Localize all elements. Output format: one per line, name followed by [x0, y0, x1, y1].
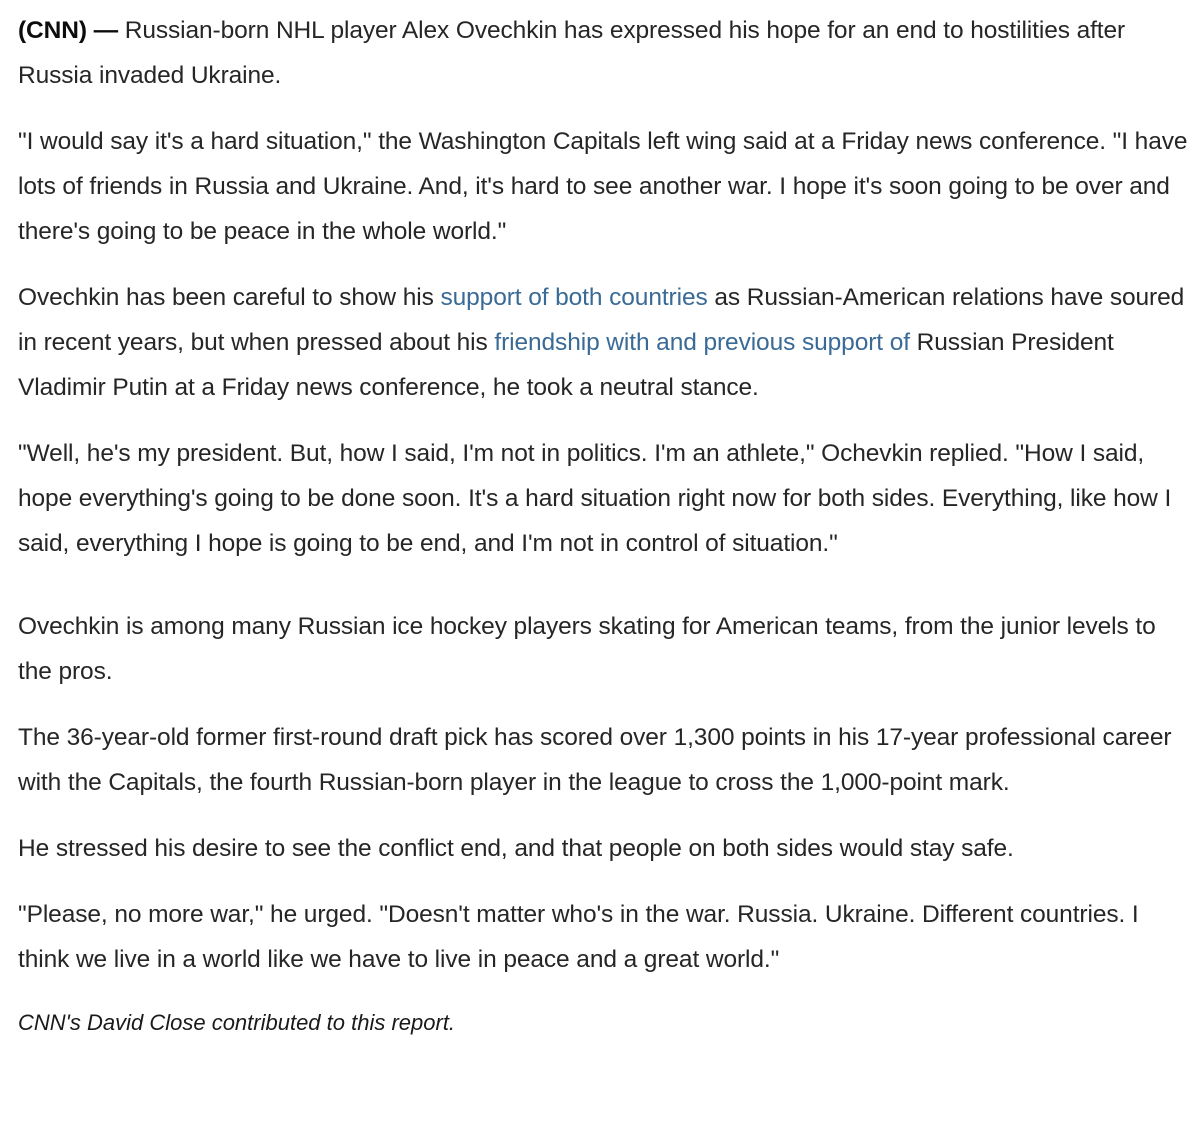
- paragraph-career-stats: The 36-year-old former first-round draft pick has scored over 1,300 points in his 17-year professional career with the Capitals, the fourth Russian-born player in the league to cross the 1,000-point mark.: [18, 724, 1172, 796]
- paragraph-text: as Russian-American relations have soured in recent years, but when pressed about his: [18, 284, 1185, 356]
- paragraph-text: Russian President Vladimir Putin at a Friday news conference, he took a neutral stance.: [18, 329, 1114, 401]
- paragraph-russian-players: Ovechkin is among many Russian ice hockey players skating for American teams, from the junior levels to the pros.: [18, 613, 1156, 685]
- paragraph-quote-hard-situation: "I would say it's a hard situation," the Washington Capitals left wing said at a Friday news conference. "I have lots of friends in Russia and Ukraine. And, it's hard to see another war. I hope it's soon going to be over and there's going to be peace in the whole world.": [18, 128, 1188, 245]
- paragraph-support: [18, 275, 1190, 410]
- paragraph-desire-end: He stressed his desire to see the conflict end, and that people on both sides would stay safe.: [18, 835, 1014, 862]
- paragraph-quote-no-more-war: "Please, no more war," he urged. "Doesn't matter who's in the war. Russia. Ukraine. Different countries. I think we live in a world like we have to live in peace and a great world.": [18, 901, 1139, 973]
- dateline: (CNN) —: [18, 17, 119, 44]
- paragraph-intro: [18, 8, 1190, 98]
- article-body: [18, 8, 1190, 1043]
- contributor-credit: CNN's David Close contributed to this report.: [18, 1010, 456, 1035]
- link-support-of-both-countries[interactable]: support of both countries: [440, 284, 708, 311]
- paragraph-text: Ovechkin has been careful to show his: [18, 284, 441, 311]
- paragraph-text: Russian-born NHL player Alex Ovechkin has expressed his hope for an end to hostilities after Russia invaded Ukraine.: [18, 17, 1126, 89]
- link-friendship-with-putin[interactable]: friendship with and previous support of: [494, 329, 910, 356]
- paragraph-quote-president: "Well, he's my president. But, how I said, I'm not in politics. I'm an athlete," Ochevkin replied. "How I said, hope everything's going to be done soon. It's a hard situation right now for both sides. Everything, like how I said, everything I hope is going to be end, and I'm not in control of situation.": [18, 440, 1172, 557]
